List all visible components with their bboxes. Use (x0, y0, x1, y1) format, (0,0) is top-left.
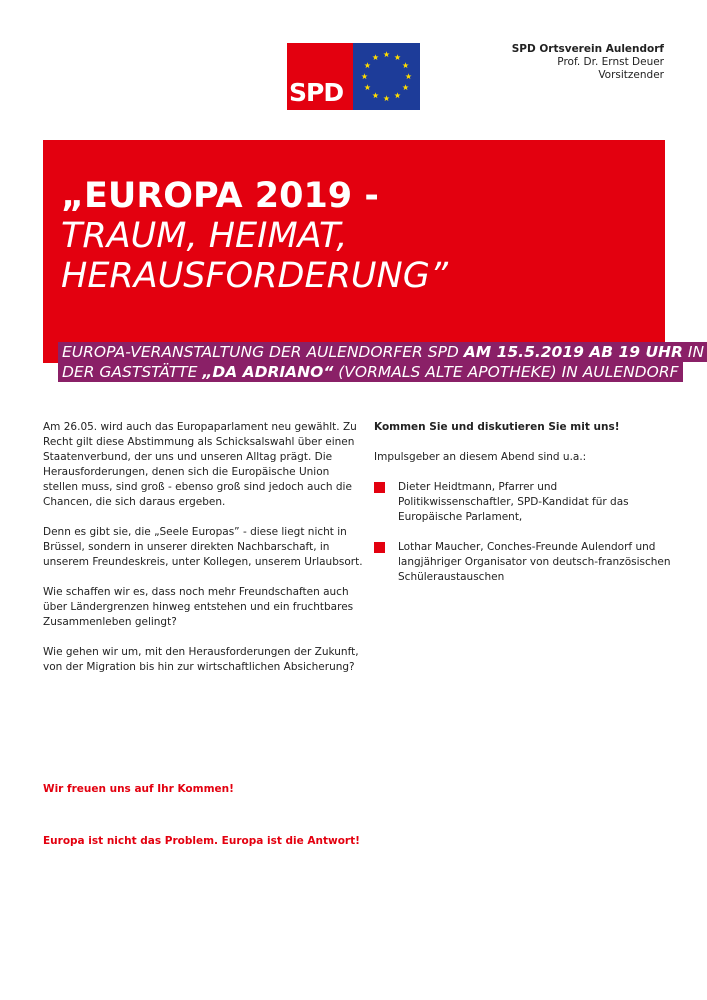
speaker-item (374, 480, 674, 525)
closing-slogan: Europa ist nicht das Problem. Europa ist die Antwort! (43, 835, 360, 847)
organization-role: Vorsitzender (598, 69, 664, 81)
eu-star-icon (383, 95, 389, 101)
organization-info (512, 43, 664, 82)
invitation-heading: Kommen Sie und diskutieren Sie mit uns! (374, 421, 620, 433)
event-info-line-2 (58, 362, 683, 382)
event-line1-prefix: EUROPA-VERANSTALTUNG DER AULENDORFER SPD (62, 343, 464, 361)
speakers-intro: Impulsgeber an diesem Abend sind u.a.: (374, 451, 587, 463)
event-venue: „DA ADRIANO“ (202, 363, 334, 381)
speaker-text: Dieter Heidtmann, Pfarrer und Politikwissenschaftler, SPD-Kandidat für das Europäische Parlament, (398, 481, 629, 523)
spd-logo (287, 43, 353, 110)
eu-star-icon (383, 51, 389, 57)
eu-star-icon (403, 62, 409, 68)
spd-europe-logo (287, 43, 420, 110)
body-paragraph: Am 26.05. wird auch das Europaparlament neu gewählt. Zu Recht gilt diese Abstimmung als Schicksalswahl über einen Staatenverbund, der uns und unseren Alltag prägt. Die Herausforderungen, denen sich die Europäische Union stellen muss, sind groß - ebenso groß sind jedoch auch die Chancen, die sich daraus ergeben. (43, 421, 357, 508)
event-line2-prefix: DER GASTSTÄTTE (62, 363, 203, 381)
eu-star-icon (372, 92, 378, 98)
organization-name: SPD Ortsverein Aulendorf (511, 43, 664, 55)
body-text-column (43, 420, 363, 690)
event-info-line-1 (58, 342, 707, 362)
eu-star-icon (364, 84, 370, 90)
body-paragraph: Denn es gibt sie, die „Seele Europas” - diese liegt nicht in Brüssel, sondern in unserer direkten Nachbarschaft, in unserem Freundeskreis, unter Kollegen, unserem Urlaubsort. (43, 526, 363, 568)
eu-star-icon (361, 73, 367, 79)
bullet-square-icon (374, 542, 385, 553)
speaker-text: Lothar Maucher, Conches-Freunde Aulendorf und langjähriger Organisator von deutsch-französischen Schüleraustauschen (398, 541, 671, 583)
event-date-time: AM 15.5.2019 AB 19 UHR (463, 343, 683, 361)
headline-line-3: HERAUSFORDERUNG” (61, 256, 448, 296)
eu-star-icon (394, 54, 400, 60)
closing-invitation: Wir freuen uns auf Ihr Kommen! (43, 783, 234, 795)
eu-flag-icon (353, 43, 420, 110)
body-paragraph: Wie gehen wir um, mit den Herausforderungen der Zukunft, von der Migration bis hin zur wirtschaftlichen Absicherung? (43, 646, 359, 673)
headline-line-2: TRAUM, HEIMAT, (61, 216, 348, 256)
speaker-item (374, 540, 674, 585)
headline-banner (43, 140, 665, 363)
spd-logo-text: SPD (289, 78, 344, 107)
bullet-square-icon (374, 482, 385, 493)
eu-star-icon (364, 62, 370, 68)
headline-line-1: „EUROPA 2019 - (61, 176, 379, 216)
organization-person: Prof. Dr. Ernst Deuer (557, 56, 664, 68)
eu-star-icon (403, 84, 409, 90)
eu-star-icon (405, 73, 411, 79)
eu-star-icon (372, 54, 378, 60)
event-line1-suffix: IN (682, 343, 705, 361)
event-line2-suffix: (VORMALS ALTE APOTHEKE) IN AULENDORF (333, 363, 679, 381)
eu-star-icon (394, 92, 400, 98)
speakers-column (374, 420, 674, 600)
body-paragraph: Wie schaffen wir es, dass noch mehr Freundschaften auch über Ländergrenzen hinweg entstehen und ein fruchtbares Zusammenleben gelingt? (43, 586, 354, 628)
